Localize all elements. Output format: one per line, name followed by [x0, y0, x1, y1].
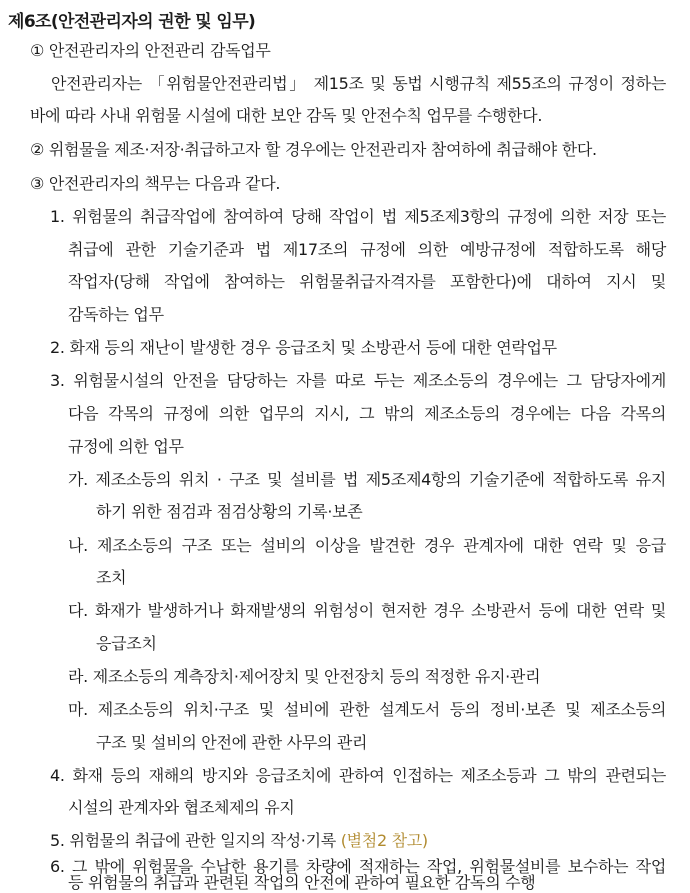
- item4-line: 시설의 관계자와 협조체제의 유지: [68, 798, 295, 817]
- sub-ma-line: 구조 및 설비의 안전에 관한 사무의 관리: [96, 733, 368, 752]
- item6-line: 6. 그 밖에 위험물을 수납한 용기를 차량에 적재하는 작업, 위험물설비를 보수하는 작업: [50, 857, 666, 876]
- sub-ma-line: 마. 제조소등의 위치·구조 및 설비에 관한 설계도서 등의 정비·보존 및 제조소등의: [68, 700, 666, 719]
- item3-line: 다음 각목의 규정에 의한 업무의 지시, 그 밖의 제조소등의 경우에는 다음 각목의: [68, 404, 666, 423]
- item6-line: 등 위험물의 취급과 관련된 작업의 안전에 관하여 필요한 감독의 수행: [68, 873, 536, 892]
- sub-da-line: 다. 화재가 발생하거나 화재발생의 위험성이 현저한 경우 소방관서 등에 대한 연락 및: [68, 601, 666, 620]
- item3-line: 규정에 의한 업무: [68, 437, 184, 456]
- sub-na-line: 조치: [96, 568, 127, 587]
- item5: [50, 831, 428, 851]
- para1-line: 바에 따라 사내 위험물 시설에 대한 보안 감독 및 안전수칙 업무를 수행한다.: [30, 106, 543, 125]
- article-title: 제6조(안전관리자의 권한 및 임무): [8, 12, 256, 32]
- item2: 2. 화재 등의 재난이 발생한 경우 응급조치 및 소방관서 등에 대한 연락업무: [50, 338, 557, 357]
- sub-da-line: 응급조치: [96, 634, 157, 653]
- item5-text: 5. 위험물의 취급에 관한 일지의 작성·기록: [50, 831, 336, 850]
- item3-line: 3. 위험물시설의 안전을 담당하는 자를 따로 두는 제조소등의 경우에는 그 담당자에게: [50, 371, 666, 390]
- para2: ② 위험물을 제조·저장·취급하고자 할 경우에는 안전관리자 참여하에 취급해야 한다.: [30, 140, 597, 159]
- sub-ga-line: 하기 위한 점검과 점검상황의 기록·보존: [96, 502, 363, 521]
- item1-line: 1. 위험물의 취급작업에 참여하여 당해 작업이 법 제5조제3항의 규정에 의한 저장 또는: [50, 207, 666, 226]
- item1-line: 취급에 관한 기술기준과 법 제17조의 규정에 의한 예방규정에 적합하도록 해당: [68, 240, 666, 259]
- item1-line: 작업자(당해 작업에 참여하는 위험물취급자격자를 포함한다)에 대하여 지시 및: [68, 272, 666, 291]
- sub-ra: 라. 제조소등의 계측장치·제어장치 및 안전장치 등의 적정한 유지·관리: [68, 667, 541, 686]
- para1-line: 안전관리자는 「위험물안전관리법」 제15조 및 동법 시행규칙 제55조의 규정이 정하는: [51, 74, 666, 93]
- item4-line: 4. 화재 등의 재해의 방지와 응급조치에 관하여 인접하는 제조소등과 그 밖의 관련되는: [50, 766, 666, 785]
- sub-ga-line: 가. 제조소등의 위치 · 구조 및 설비를 법 제5조제4항의 기술기준에 적합하도록 유지: [68, 470, 666, 489]
- para1-heading: ① 안전관리자의 안전관리 감독업무: [30, 41, 271, 60]
- para3-heading: ③ 안전관리자의 책무는 다음과 같다.: [30, 174, 281, 193]
- attachment-note: (별첨2 참고): [340, 831, 428, 850]
- sub-na-line: 나. 제조소등의 구조 또는 설비의 이상을 발견한 경우 관계자에 대한 연락 및 응급: [68, 536, 666, 555]
- item1-line: 감독하는 업무: [68, 305, 164, 324]
